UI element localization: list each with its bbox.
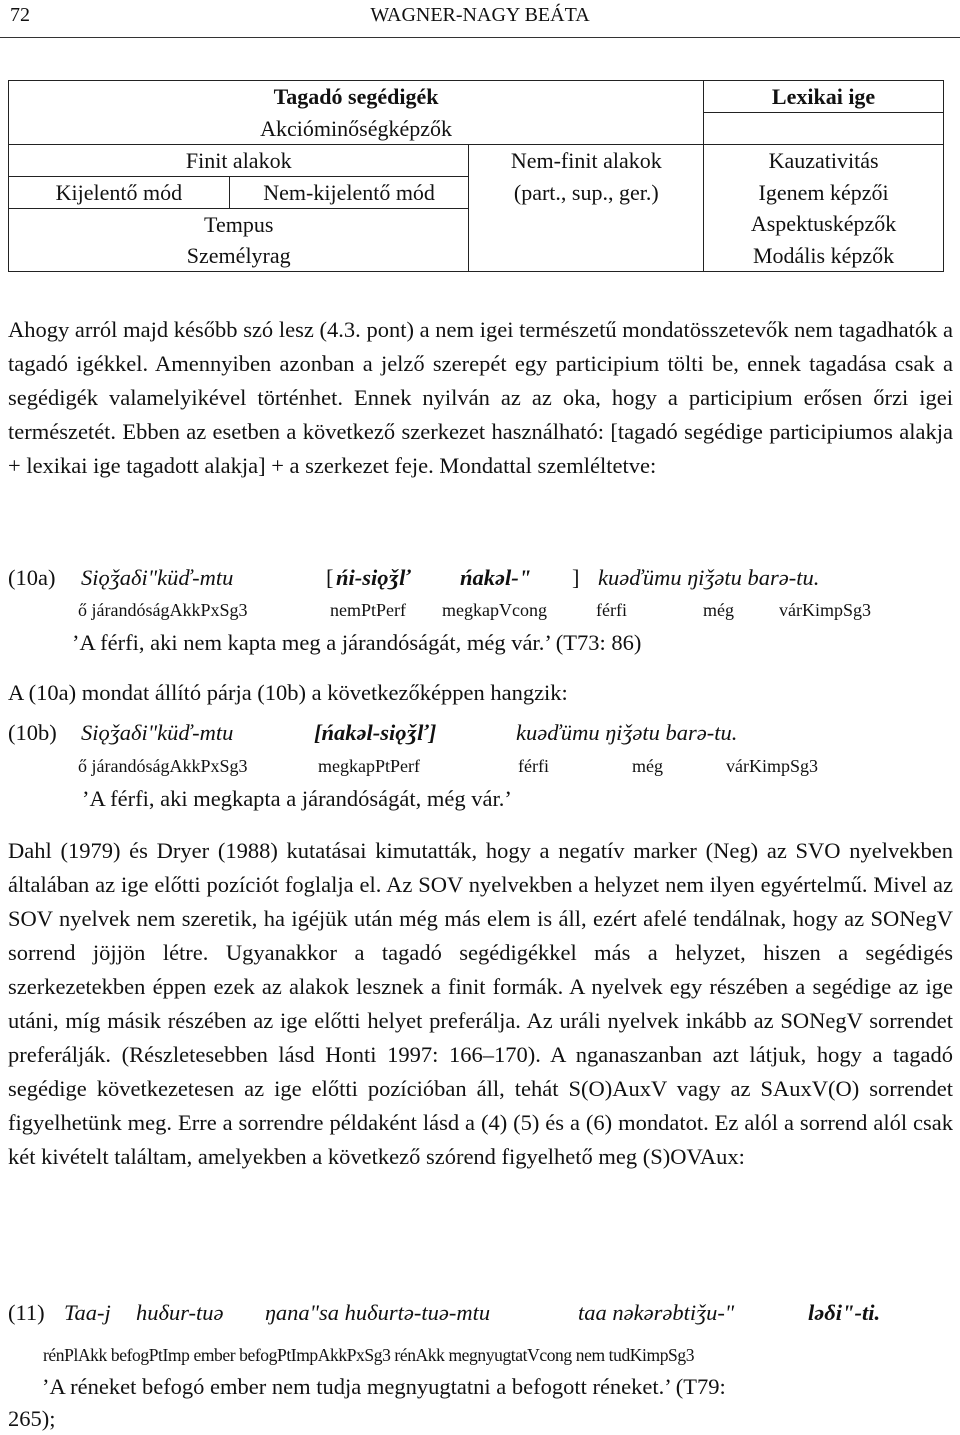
ex11-label: (11) xyxy=(8,1300,45,1325)
ex10a-word-1: Siǫǯaδi"küď-mtu xyxy=(81,565,234,590)
modalis-cell: Modális képzők xyxy=(704,240,944,272)
igenem-cell: Igenem képzői xyxy=(704,176,944,208)
ex10b-label: (10b) xyxy=(8,720,57,745)
morphology-table xyxy=(8,80,944,272)
kijelento-cell: Kijelentő mód xyxy=(9,176,230,208)
ex10b-gloss-1: ő járandóságAkkPxSg3 xyxy=(78,756,248,776)
paragraph-3: Dahl (1979) és Dryer (1988) kutatásai kimutatták, hogy a negatív marker (Neg) az SVO nyelvekben általában az ige előtti pozíciót foglalja el. Az SOV nyelvekben a helyzet nem ilyen egyértelmű. Mivel az SOV nyelvek nem szeretik, ha igéjük után még más elem is áll, ezért afelé tendálnak, hogy az SONegV sorrend jöjjön létre. Ugyanakkor a tagadó segédigékkel más a helyzet, hiszen a segédigés szerkezetekben éppen ezek az alakok lesznek a finit formák. A nyelvek egy részében a segédige az ige utáni, míg másik részében az ige előtti helyet preferálja. Az uráli nyelvek inkább az SONegV sorrendet preferálják. (Részletesebben lásd Honti 1997: 166–170). A nganaszanban azt látjuk, hogy a tagadó segédige következetesen az ige előtti pozícióban áll, tehát S(O)AuxV vagy az SAuxV(O) sorrendet figyelhetünk meg. Erre a sorrendre példaként lásd a (4) (5) és a (6) mondatot. Ez alól a sorrend alól csak két kivételt találtam, amelyekben a következő szórend figyelhető meg (S)OVAux: xyxy=(8,838,953,1169)
ex10b-gloss-2: megkapPtPerf xyxy=(318,756,420,776)
page-header xyxy=(10,4,950,30)
page-number: 72 xyxy=(10,4,30,26)
ex10b-gloss-4: még xyxy=(632,756,663,776)
ex10a-gloss-6: várKimpSg3 xyxy=(779,600,871,620)
ex11-gloss: rénPlAkk befogPtImp ember befogPtImpAkkPxSg3 rénAkk megnyugtatVcong nem tudKimpSg3 xyxy=(43,1345,695,1365)
empty-cell xyxy=(704,113,944,145)
nemfinit-empty-cell xyxy=(469,208,704,271)
header-rule xyxy=(0,37,960,38)
ex10b-gloss-3: férfi xyxy=(518,756,549,776)
ex10a-bracket-open: [ xyxy=(326,565,334,590)
paragraph-1: Ahogy arról majd később szó lesz (4.3. pont) a nem igei természetű mondatösszetevők nem tagadhatók a tagadó igékkel. Amennyiben azonban a jelző szerepét egy participium tölti be, ennek tagadása csak a segédigék valamelyikével történhet. Ennek nyilván az az oka, hogy a participium erősen őrzi igei természetét. Ebben az esetben a következő szerkezet használható: [tagadó segédige participiumos alakja + lexikai ige tagadott alakja] + a szerkezet feje. Mondattal szemléltetve: xyxy=(8,317,953,478)
ex11-word-3: ŋana"sa huδurtə-tuə-mtu xyxy=(265,1300,491,1325)
nemkijelento-cell: Nem-kijelentő mód xyxy=(229,176,469,208)
ex10a-gloss-3: megkapVcong xyxy=(442,600,547,620)
ex10b-word-1: Siǫǯaδi"küď-mtu xyxy=(81,720,234,745)
aux-title-cell: Tagadó segédigék xyxy=(9,81,704,113)
ex10a-word-2: ńi-siǫǯľ xyxy=(336,565,411,590)
running-title: WAGNER-NAGY BEÁTA xyxy=(370,4,590,26)
ex10b-gloss-5: várKimpSg3 xyxy=(726,756,818,776)
aktio-cell: Akcióminőségképzők xyxy=(9,113,704,145)
aspekt-cell: Aspektusképzők xyxy=(704,208,944,240)
ex10a-gloss-2: nemPtPerf xyxy=(330,600,406,620)
szemelyrag-cell: Személyrag xyxy=(9,240,469,272)
finit-cell: Finit alakok xyxy=(9,144,469,176)
ex10a-bracket-close: ] xyxy=(572,565,580,590)
kauz-cell: Kauzativitás xyxy=(704,144,944,176)
paragraph-2: A (10a) mondat állító párja (10b) a következőképpen hangzik: xyxy=(8,680,568,705)
nemfinit-cell-2: (part., sup., ger.) xyxy=(469,176,704,208)
ex10a-gloss-4: férfi xyxy=(596,600,627,620)
ex10a-translation: ’A férfi, aki nem kapta meg a járandóságát, még vár.’ (T73: 86) xyxy=(72,630,642,655)
ex10b-word-2: [ńakəl-siǫǯľ] xyxy=(314,720,437,745)
nemfinit-cell-1: Nem-finit alakok xyxy=(469,144,704,176)
ex10b-word-3: kuəďümu ŋiǯətu barə-tu. xyxy=(516,720,738,745)
ex10a-gloss-1: ő járandóságAkkPxSg3 xyxy=(78,600,248,620)
ex10a-label: (10a) xyxy=(8,565,56,590)
ex10b-translation: ’A férfi, aki megkapta a járandóságát, még vár.’ xyxy=(82,786,512,811)
tempus-cell: Tempus xyxy=(9,208,469,240)
ex11-word-1: Taa-j xyxy=(64,1300,111,1325)
ex10a-word-3: ńakəl-" xyxy=(460,565,532,590)
ex10a-gloss-5: még xyxy=(703,600,734,620)
ex11-word-4: taa nəkərəbtiǯu-" xyxy=(578,1300,735,1325)
ex11-word-5: ləδi"-ti. xyxy=(808,1300,881,1325)
ex11-translation-1: ’A réneket befogó ember nem tudja megnyugtatni a befogott réneket.’ (T79: xyxy=(42,1374,726,1399)
lex-title-cell: Lexikai ige xyxy=(704,81,944,113)
ex11-word-2: huδur-tuə xyxy=(136,1300,224,1325)
ex10a-word-4: kuəďümu ŋiǯətu barə-tu. xyxy=(598,565,820,590)
ex11-translation-2: 265); xyxy=(8,1406,56,1431)
